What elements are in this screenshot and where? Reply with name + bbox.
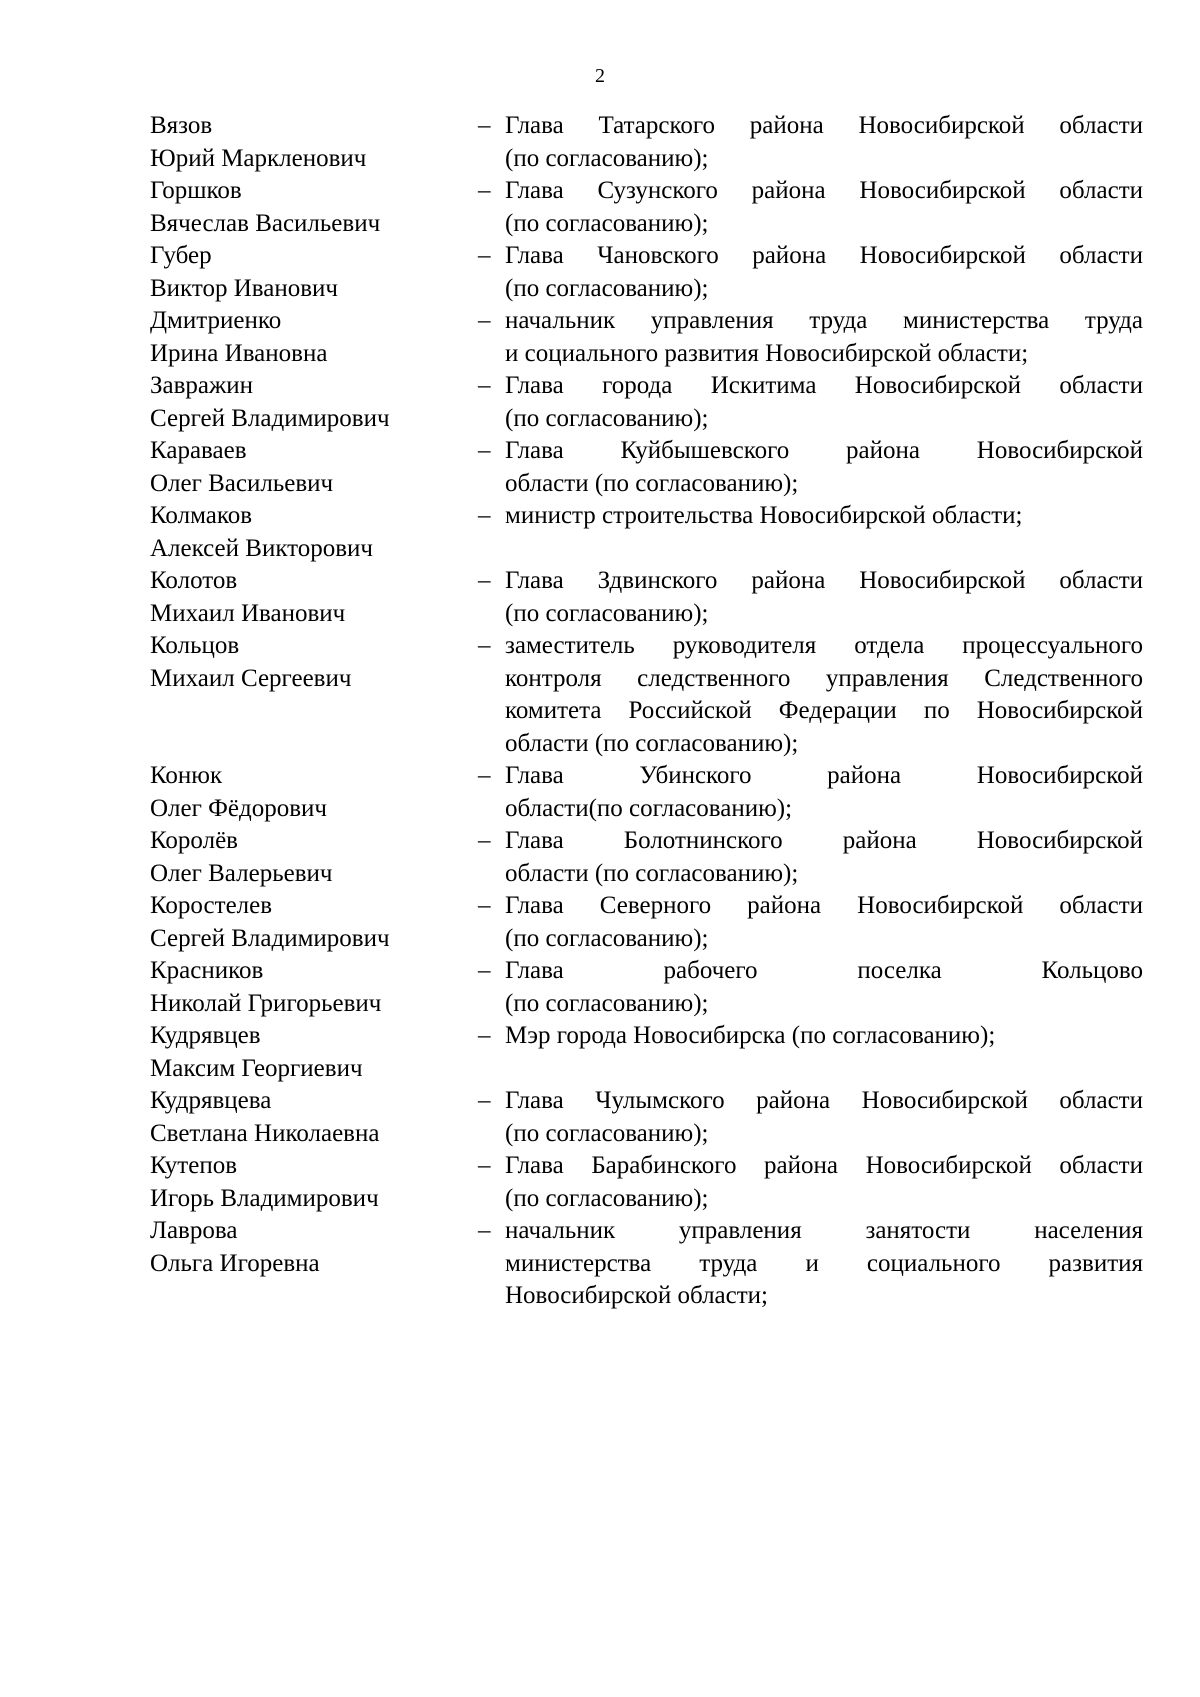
member-given-name: Светлана Николаевна xyxy=(150,1119,380,1147)
member-surname: Конюк xyxy=(150,762,223,789)
position-line: Глава Татарского района Новосибирской области xyxy=(505,112,1143,139)
member-row xyxy=(0,760,1200,825)
position-line: Глава Чановского района Новосибирской области xyxy=(505,242,1143,269)
position-line: Глава Убинского района Новосибирской xyxy=(505,762,1143,789)
position-line: (по согласованию); xyxy=(505,989,709,1017)
member-surname: Красников xyxy=(150,957,264,984)
dash-separator: – xyxy=(478,437,491,464)
dash-separator: – xyxy=(478,1152,491,1179)
member-position xyxy=(505,370,1143,435)
position-line: Глава Куйбышевского района Новосибирской xyxy=(505,437,1143,464)
position-line: начальник управления труда министерства труда xyxy=(505,307,1143,334)
dash-separator: – xyxy=(478,957,491,984)
dash-separator: – xyxy=(478,502,491,529)
member-given-name: Максим Георгиевич xyxy=(150,1054,363,1082)
dash-separator: – xyxy=(478,827,491,854)
member-position xyxy=(505,955,1143,1020)
member-surname: Губер xyxy=(150,242,212,269)
position-line: (по согласованию); xyxy=(505,924,709,952)
dash-separator: – xyxy=(478,567,491,594)
member-name xyxy=(150,175,470,240)
dash-separator: – xyxy=(478,1087,491,1114)
member-row xyxy=(0,1150,1200,1215)
member-given-name: Олег Валерьевич xyxy=(150,859,333,887)
member-row xyxy=(0,825,1200,890)
position-line: Глава Северного района Новосибирской области xyxy=(505,892,1143,919)
dash-separator: – xyxy=(478,1217,491,1244)
member-surname: Колмаков xyxy=(150,502,253,529)
position-line: (по согласованию); xyxy=(505,144,709,172)
member-surname: Горшков xyxy=(150,177,242,204)
member-position xyxy=(505,1085,1143,1150)
member-given-name: Сергей Владимирович xyxy=(150,924,390,952)
member-surname: Завражин xyxy=(150,372,254,399)
member-name xyxy=(150,760,470,825)
member-surname: Королёв xyxy=(150,827,238,854)
member-row xyxy=(0,565,1200,630)
member-row xyxy=(0,1215,1200,1313)
position-line: области (по согласованию); xyxy=(505,859,799,887)
member-position xyxy=(505,435,1143,500)
member-name xyxy=(150,890,470,955)
dash-separator: – xyxy=(478,307,491,334)
member-surname: Кольцов xyxy=(150,632,240,659)
member-surname: Коростелев xyxy=(150,892,273,919)
member-position xyxy=(505,825,1143,890)
dash-separator: – xyxy=(478,112,491,139)
position-line: (по согласованию); xyxy=(505,209,709,237)
dash-separator: – xyxy=(478,242,491,269)
position-line: (по согласованию); xyxy=(505,274,709,302)
member-position xyxy=(505,110,1143,175)
members-list xyxy=(0,110,1200,1313)
member-position xyxy=(505,240,1143,305)
member-name xyxy=(150,500,470,565)
member-position xyxy=(505,630,1143,760)
member-position xyxy=(505,305,1143,370)
member-row xyxy=(0,175,1200,240)
member-name xyxy=(150,1150,470,1215)
position-line: Мэр города Новосибирска (по согласованию); xyxy=(505,1022,996,1049)
member-surname: Кудрявцев xyxy=(150,1022,261,1049)
member-given-name: Игорь Владимирович xyxy=(150,1184,379,1212)
position-line: министр строительства Новосибирской области; xyxy=(505,502,1023,529)
page-number: 2 xyxy=(595,65,605,87)
member-row xyxy=(0,1085,1200,1150)
member-name xyxy=(150,630,470,695)
member-name xyxy=(150,1020,470,1085)
member-position xyxy=(505,1020,1143,1053)
member-given-name: Михаил Иванович xyxy=(150,599,346,627)
member-position xyxy=(505,1150,1143,1215)
position-line: области (по согласованию); xyxy=(505,729,799,757)
member-row xyxy=(0,955,1200,1020)
member-name xyxy=(150,1085,470,1150)
member-row xyxy=(0,305,1200,370)
member-given-name: Олег Васильевич xyxy=(150,469,334,497)
member-given-name: Виктор Иванович xyxy=(150,274,338,302)
member-given-name: Вячеслав Васильевич xyxy=(150,209,381,237)
member-position xyxy=(505,175,1143,240)
member-position xyxy=(505,1215,1143,1313)
dash-separator: – xyxy=(478,762,491,789)
member-name xyxy=(150,565,470,630)
member-surname: Вязов xyxy=(150,112,213,139)
member-name xyxy=(150,955,470,1020)
member-row xyxy=(0,370,1200,435)
member-name xyxy=(150,370,470,435)
dash-separator: – xyxy=(478,372,491,399)
position-line: области (по согласованию); xyxy=(505,469,799,497)
position-line: области(по согласованию); xyxy=(505,794,793,822)
position-line: Глава города Искитима Новосибирской области xyxy=(505,372,1143,399)
member-given-name: Николай Григорьевич xyxy=(150,989,382,1017)
position-line: (по согласованию); xyxy=(505,599,709,627)
member-given-name: Алексей Викторович xyxy=(150,534,373,562)
position-line: Новосибирской области; xyxy=(505,1282,769,1309)
position-line: министерства труда и социального развития xyxy=(505,1249,1143,1277)
member-position xyxy=(505,565,1143,630)
position-line: Глава Чулымского района Новосибирской области xyxy=(505,1087,1143,1114)
member-position xyxy=(505,500,1143,533)
position-line: (по согласованию); xyxy=(505,1184,709,1212)
member-name xyxy=(150,305,470,370)
position-line: Глава Болотнинского района Новосибирской xyxy=(505,827,1143,854)
position-line: Глава Сузунского района Новосибирской области xyxy=(505,177,1143,204)
position-line: Глава Барабинского района Новосибирской области xyxy=(505,1152,1143,1179)
dash-separator: – xyxy=(478,177,491,204)
position-line: и социального развития Новосибирской области; xyxy=(505,339,1029,367)
member-row xyxy=(0,240,1200,305)
dash-separator: – xyxy=(478,1022,491,1049)
member-row xyxy=(0,435,1200,500)
member-name xyxy=(150,435,470,500)
position-line: Глава Здвинского района Новосибирской области xyxy=(505,567,1143,594)
member-surname: Дмитриенко xyxy=(150,307,282,334)
position-line: (по согласованию); xyxy=(505,1119,709,1147)
member-name xyxy=(150,1215,470,1280)
member-given-name: Сергей Владимирович xyxy=(150,404,390,432)
position-line: контроля следственного управления Следственного xyxy=(505,664,1143,692)
member-name xyxy=(150,110,470,175)
member-surname: Колотов xyxy=(150,567,238,594)
member-row xyxy=(0,110,1200,175)
member-row xyxy=(0,890,1200,955)
dash-separator: – xyxy=(478,632,491,659)
position-line: (по согласованию); xyxy=(505,404,709,432)
member-given-name: Олег Фёдорович xyxy=(150,794,327,822)
member-name xyxy=(150,240,470,305)
member-surname: Лаврова xyxy=(150,1217,238,1244)
member-name xyxy=(150,825,470,890)
member-row xyxy=(0,630,1200,760)
member-surname: Кутепов xyxy=(150,1152,237,1179)
member-given-name: Юрий Маркленович xyxy=(150,144,367,172)
member-given-name: Михаил Сергеевич xyxy=(150,664,352,692)
dash-separator: – xyxy=(478,892,491,919)
member-position xyxy=(505,760,1143,825)
position-line: комитета Российской Федерации по Новосибирской xyxy=(505,697,1143,724)
member-position xyxy=(505,890,1143,955)
member-given-name: Ирина Ивановна xyxy=(150,339,328,367)
member-surname: Кудрявцева xyxy=(150,1087,272,1114)
position-line: начальник управления занятости населения xyxy=(505,1217,1143,1244)
member-given-name: Ольга Игоревна xyxy=(150,1249,320,1277)
member-row xyxy=(0,500,1200,565)
position-line: Глава рабочего поселка Кольцово xyxy=(505,957,1143,984)
position-line: заместитель руководителя отдела процессуального xyxy=(505,632,1143,659)
member-row xyxy=(0,1020,1200,1085)
member-surname: Караваев xyxy=(150,437,247,464)
